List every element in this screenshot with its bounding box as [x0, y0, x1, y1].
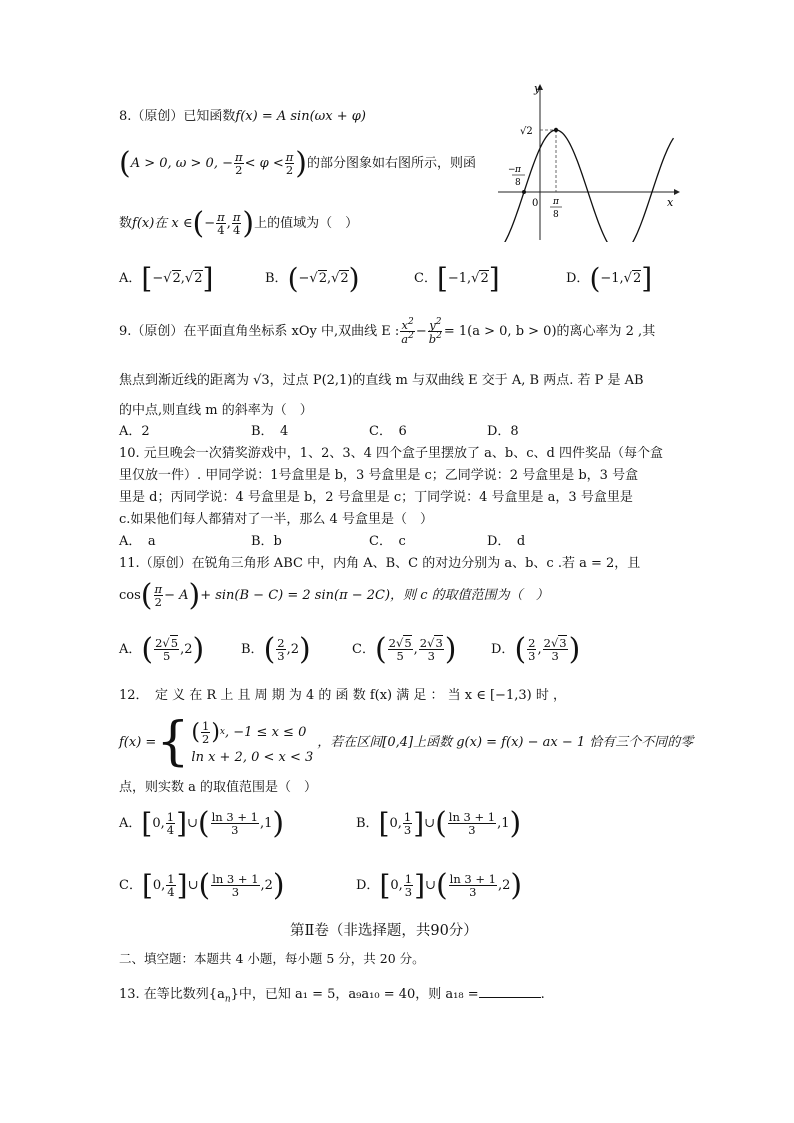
neg-tick-den: 8 — [515, 178, 521, 188]
q8-func: f(x) = A sin(ωx + φ) — [235, 109, 366, 124]
q10-line2: 里仅放一件）. 甲同学说：1号盒里是 b，3 号盒里是 c；乙同学说：2 号盒里是 b，3 号盒 — [119, 468, 639, 483]
q9-line3: 的中点,则直线 m 的斜率为（ ） — [119, 403, 313, 418]
q10-line4: c.如果他们每人都猜对了一半，那么 4 号盒里是（ ） — [119, 512, 433, 527]
q8-option-c: C． [ −1,√2 ] — [414, 262, 500, 295]
q9-line1: 9.（原创）在平面直角坐标系 xOy 中,双曲线 E : $\frac{x^2}{a^2}$ − $\frac{y^2}{b^2}$ = 1(a > 0, b > 0)的离心率为 2 ,其 — [119, 317, 656, 346]
q11-opt-c-label: C． — [352, 642, 375, 657]
q8-option-d: D． ( −1,√2 ] — [566, 262, 653, 295]
neg-tick-sign: − — [508, 165, 516, 175]
q10-line3: 里是 d；丙同学说：4 号盒里是 b，2 号盒里是 c；丁同学说：4 号盒里是 a，3 号盒里是 — [119, 490, 633, 505]
q12-piece2: ln x + 2, 0 < x < 3 — [191, 750, 314, 766]
zero-point — [522, 190, 526, 194]
q12-opt-d-label: D． — [356, 878, 380, 893]
q8-opt-b-label: B． — [265, 271, 288, 287]
q9-option-c: C． 6 — [369, 424, 407, 439]
q12-c-ln: ln 3 + 1 — [212, 871, 259, 886]
q12-option-b: B． [ 0, $\frac{1}{3}$ ] ∪ ( $\frac{\ln 3 + 1}{3}$ ,1 ) — [356, 806, 522, 841]
neg-tick-pi: π — [515, 165, 521, 175]
q12-line2-tail: ，若在区间[0,4]上函数 g(x) = f(x) − ax − 1 恰有三个不同的零 — [317, 734, 694, 750]
q12-b-ln: ln 3 + 1 — [448, 809, 496, 824]
q11-option-d: D． ( $\frac{2}{3}$ , $\frac{2√3}{3}$ ) — [491, 632, 581, 667]
q12-piecewise: f(x) = { ( $\frac{1}{2}$ ) x , −1 ≤ x ≤ 0 ln x + 2, 0 < x < 3 ，若在区间[0,4]上函数 g(x) = f(x) − ax − 1 恰有三个不同的零 — [119, 712, 694, 772]
q11-line1: 11.（原创）在锐角三角形 ABC 中，内角 A、B、C 的对边分别为 a、b、c .若 a = 2，且 — [119, 556, 641, 571]
q9-option-b: B． 4 — [251, 424, 289, 439]
q13-tail: }中，已知 a₁ = 5，a₉a₁₀ = 40，则 a₁₈ = — [230, 987, 479, 1002]
q11-minus-a: − A — [164, 588, 189, 603]
q11-option-b: B． ( $\frac{2}{3}$ ,2 ) — [241, 632, 311, 667]
q9-text1-tail: = 1(a > 0, b > 0)的离心率为 2 ,其 — [443, 323, 656, 339]
q12-piece1: , −1 ≤ x ≤ 0 — [225, 725, 307, 740]
q12-line1: 12． 定 义 在 R 上 且 周 期 为 4 的 函 数 f(x) 满 足 ： 当 x ∈ [−1,3) 时 ， — [119, 688, 566, 703]
q12-option-a: A． [ 0, $\frac{1}{4}$ ] ∪ ( $\frac{\ln 3 + 1}{3}$ ,1 ) — [119, 806, 285, 841]
q8-line3: 数 f(x)在 x ∈ ( − $\frac{\pi}{4}$ , $\frac{\pi}{4}$ ) 上的值域为（ ） — [119, 206, 359, 241]
q9-option-d: D．8 — [487, 424, 519, 439]
x-label: x — [667, 196, 674, 209]
q12-d-ln: ln 3 + 1 — [449, 871, 496, 886]
q11-opt-d-label: D． — [491, 642, 515, 657]
q8-cond-tail: 的部分图象如右图所示，则函 — [307, 156, 477, 171]
q11-cos: cos — [119, 588, 141, 603]
q9-text1: 9.（原创）在平面直角坐标系 xOy 中,双曲线 E : — [119, 323, 400, 339]
q11-tail: + sin(B − C) = 2 sin(π − 2C)，则 c 的取值范围为（ ） — [200, 588, 549, 603]
part2-title: 第Ⅱ卷（非选择题，共90分） — [290, 923, 478, 939]
q12-option-d: D． [ 0, $\frac{1}{3}$ ] ∪ ( $\frac{\ln 3 + 1}{3}$ ,2 ) — [356, 868, 523, 903]
q12-opt-a-label: A． — [119, 816, 142, 831]
q10-option-a: A． a — [119, 534, 156, 549]
q8-line3-var: f(x)在 x ∈ — [132, 216, 193, 231]
q10-option-d: D． d — [487, 534, 526, 549]
q10-option-b: B．b — [251, 534, 282, 549]
q11-opt-b-label: B． — [241, 642, 264, 657]
q8-option-a: A． [ −√2,√2 ] — [119, 262, 214, 295]
q8-opt-d-label: D． — [566, 271, 590, 287]
q8-line2: ( A > 0, ω > 0, − $\frac{\pi}{2}$ < φ < $\frac{\pi}{2}$ ) 的部分图象如右图所示，则函 — [119, 146, 477, 181]
ymax-label: √2 — [520, 126, 533, 137]
q10-line1: 10. 元旦晚会一次猜奖游戏中，1、2、3、4 四个盒子里摆放了 a、b、c、d 四件奖品（每个盒 — [119, 446, 663, 461]
q12-opt-c-label: C． — [119, 878, 142, 893]
q9-option-a: A．2 — [119, 424, 150, 439]
q13-head: 13. 在等比数列{a — [119, 987, 225, 1002]
q12-option-c: C． [ 0, $\frac{1}{4}$ ] ∪ ( $\frac{\ln 3 + 1}{3}$ ,2 ) — [119, 868, 285, 903]
q11-option-a: A． ( $\frac{2√5}{5}$ ,2 ) — [119, 632, 205, 667]
fill-in-heading: 二、填空题：本题共 4 小题，每小题 5 分，共 20 分。 — [119, 951, 425, 966]
q11-line2: cos ( $\frac{\pi}{2}$ − A ) + sin(B − C) = 2 sin(π − 2C)，则 c 的取值范围为（ ） — [119, 578, 549, 613]
q12-opt-b-label: B． — [356, 816, 379, 831]
origin-label: 0 — [532, 198, 539, 209]
x-axis-arrow — [674, 189, 680, 195]
q8-line1 — [119, 110, 366, 123]
pos-tick-pi: π — [553, 197, 559, 207]
q10-option-c: C． c — [369, 534, 406, 549]
q8-opt-c-label: C． — [414, 271, 437, 287]
q9-line2: 焦点到渐近线的距离为 √3，过点 P(2,1)的直线 m 与双曲线 E 交于 A, B 两点. 若 P 是 AB — [119, 373, 644, 388]
q8-opt-a-label: A． — [119, 271, 142, 287]
q8-prefix: 8.（原创）已知函数 — [119, 109, 236, 124]
q8-option-b: B． ( −√2,√2 ) — [265, 262, 360, 295]
q12-a-ln: ln 3 + 1 — [211, 809, 258, 824]
peak-point — [554, 128, 558, 132]
q8-line3-prefix: 数 — [119, 216, 133, 231]
q8-line3-tail: 上的值域为（ ） — [254, 216, 359, 231]
pos-tick-den: 8 — [553, 210, 559, 220]
q8-cond: A > 0, ω > 0, − — [130, 156, 233, 171]
q13-line: 13. 在等比数列$\{a_n\}$中，已知 a₁ = 5，a₉a₁₀ = 40，则 a₁₈ = . — [119, 987, 545, 1005]
sine-curve — [498, 130, 674, 242]
sine-graph — [498, 82, 680, 242]
q11-option-c: C． ( $\frac{2√5}{5}$ , $\frac{2√3}{3}$ ) — [352, 632, 457, 667]
q12-line3: 点，则实数 a 的取值范围是（ ） — [119, 780, 318, 795]
q11-opt-a-label: A． — [119, 642, 142, 657]
q13-answer-blank[interactable] — [479, 987, 541, 998]
y-label: y — [534, 82, 541, 95]
